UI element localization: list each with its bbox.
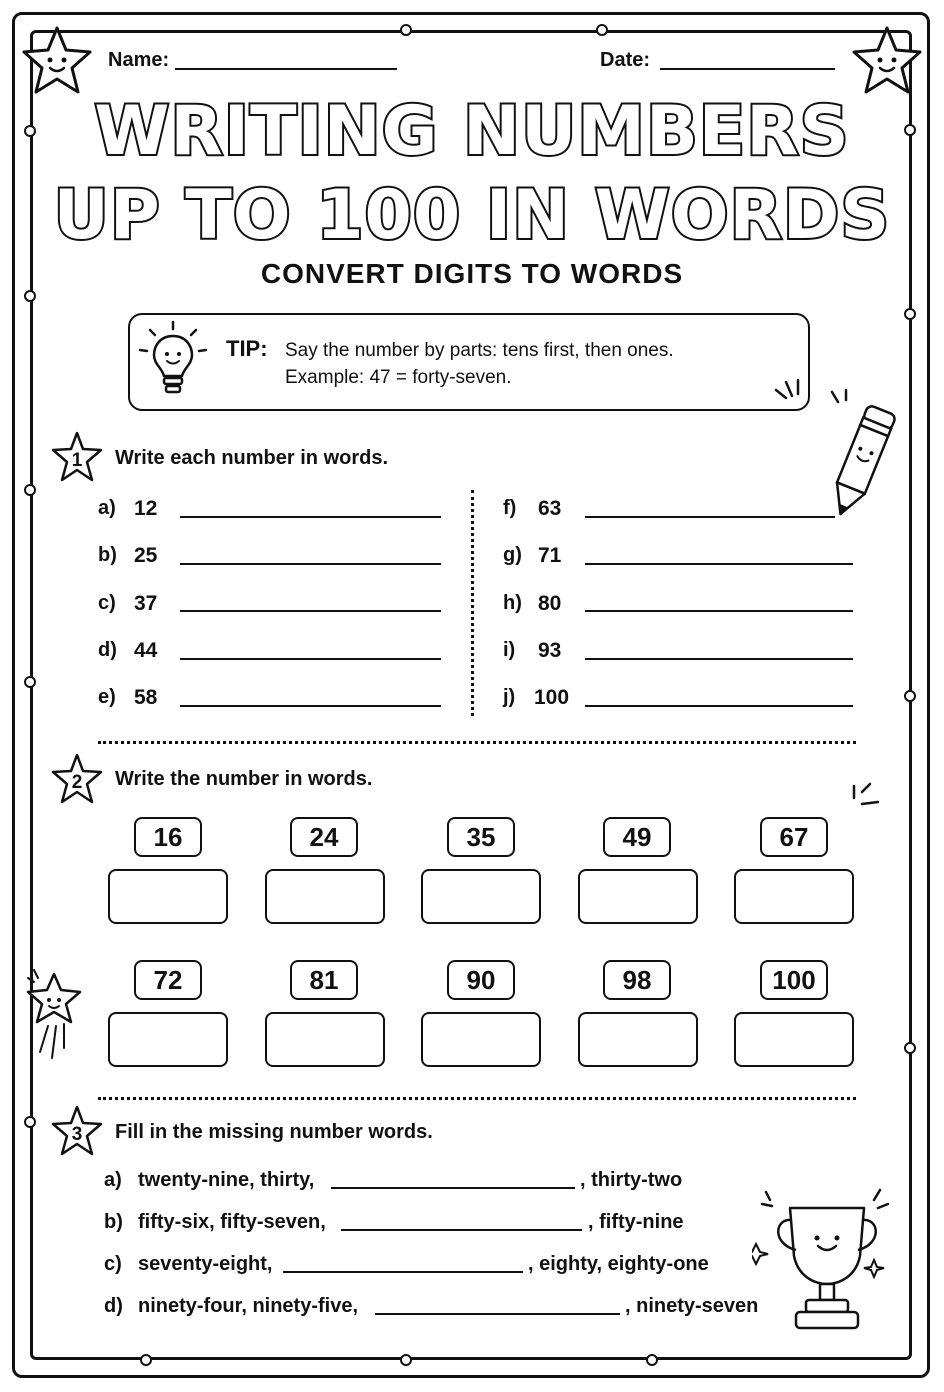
border-bead xyxy=(904,308,916,320)
border-bead xyxy=(24,1116,36,1128)
border-bead xyxy=(646,1354,658,1366)
number-tag: 81 xyxy=(290,960,358,1000)
seq-c-answer-line[interactable] xyxy=(283,1271,523,1273)
q4-number: 44 xyxy=(134,639,158,662)
tip-box xyxy=(128,313,810,411)
word-answer-box[interactable] xyxy=(421,1012,541,1067)
number-tag: 67 xyxy=(760,817,828,857)
q7-answer-line[interactable] xyxy=(585,563,853,565)
number-tag: 90 xyxy=(447,960,515,1000)
q6-answer-line[interactable] xyxy=(585,516,835,518)
q10-number: 100 xyxy=(534,686,570,709)
page-title-line2: UP TO 100 IN WORDS xyxy=(53,176,891,255)
seq-d-before: ninety-four, ninety-five, xyxy=(138,1295,359,1317)
seq-b-before: fifty-six, fifty-seven, xyxy=(138,1211,326,1233)
word-answer-box[interactable] xyxy=(421,869,541,924)
word-answer-box[interactable] xyxy=(265,869,385,924)
q8-letter: h) xyxy=(503,592,522,614)
seq-d-answer-line[interactable] xyxy=(375,1313,620,1315)
q7-letter: g) xyxy=(503,544,522,566)
seq-b-after: , fifty-nine xyxy=(588,1211,684,1233)
number-tag: 98 xyxy=(603,960,671,1000)
name-field[interactable] xyxy=(175,68,397,70)
q6-number: 63 xyxy=(538,497,562,520)
q3-number: 37 xyxy=(134,592,158,615)
section-3-number: 3 xyxy=(71,1124,83,1145)
tip-label: TIP: xyxy=(226,336,268,361)
seq-c-before: seventy-eight, xyxy=(138,1253,273,1275)
page-title-line1: WRITING NUMBERS xyxy=(94,92,850,171)
section-2-number: 2 xyxy=(71,772,83,793)
lightbulb-icon xyxy=(136,318,210,404)
q9-letter: i) xyxy=(503,639,516,661)
number-tag: 35 xyxy=(447,817,515,857)
q4-letter: d) xyxy=(98,639,117,661)
sparkle-icon xyxy=(848,782,882,812)
seq-b-answer-line[interactable] xyxy=(341,1229,582,1231)
section-1-number: 1 xyxy=(71,450,83,471)
number-tag: 16 xyxy=(134,817,202,857)
border-bead xyxy=(400,1354,412,1366)
trophy-icon xyxy=(752,1186,902,1336)
border-bead xyxy=(24,676,36,688)
section-divider xyxy=(98,741,856,744)
section-1-title: Write each number in words. xyxy=(115,447,389,469)
section-2-badge-star-icon xyxy=(50,752,104,806)
q8-number: 80 xyxy=(538,592,562,615)
seq-b-letter: b) xyxy=(104,1211,123,1233)
tip-text-line2: Example: 47 = forty-seven. xyxy=(285,367,512,388)
q5-letter: e) xyxy=(98,686,116,708)
date-field[interactable] xyxy=(660,68,835,70)
word-answer-box[interactable] xyxy=(578,1012,698,1067)
star-face-icon xyxy=(18,22,96,100)
border-bead xyxy=(596,24,608,36)
border-bead xyxy=(904,690,916,702)
seq-a-answer-line[interactable] xyxy=(331,1187,575,1189)
q10-answer-line[interactable] xyxy=(585,705,853,707)
number-tag: 72 xyxy=(134,960,202,1000)
q3-letter: c) xyxy=(98,592,116,614)
section-2-title: Write the number in words. xyxy=(115,768,373,790)
q5-answer-line[interactable] xyxy=(180,705,441,707)
word-answer-box[interactable] xyxy=(734,1012,854,1067)
number-tag: 24 xyxy=(290,817,358,857)
number-tag: 100 xyxy=(760,960,828,1000)
seq-c-after: , eighty, eighty-one xyxy=(528,1253,709,1275)
word-answer-box[interactable] xyxy=(108,1012,228,1067)
q8-answer-line[interactable] xyxy=(585,610,853,612)
word-answer-box[interactable] xyxy=(108,869,228,924)
q9-answer-line[interactable] xyxy=(585,658,853,660)
tip-text-line1: Say the number by parts: tens first, then ones. xyxy=(285,340,674,361)
pencil-face-icon xyxy=(818,388,896,524)
q1-letter: a) xyxy=(98,497,116,519)
seq-d-after: , ninety-seven xyxy=(625,1295,759,1317)
name-label: Name: xyxy=(108,49,170,71)
border-bead xyxy=(24,290,36,302)
word-answer-box[interactable] xyxy=(578,869,698,924)
seq-a-before: twenty-nine, thirty, xyxy=(138,1169,315,1191)
column-divider xyxy=(471,490,474,716)
q2-answer-line[interactable] xyxy=(180,563,441,565)
number-tag: 49 xyxy=(603,817,671,857)
q3-answer-line[interactable] xyxy=(180,610,441,612)
word-answer-box[interactable] xyxy=(734,869,854,924)
border-bead xyxy=(904,1042,916,1054)
shooting-star-icon xyxy=(18,964,98,1064)
seq-d-letter: d) xyxy=(104,1295,123,1317)
border-bead xyxy=(400,24,412,36)
q6-letter: f) xyxy=(503,497,517,519)
page-subtitle: CONVERT DIGITS TO WORDS xyxy=(260,258,684,289)
q1-number: 12 xyxy=(134,497,158,520)
seq-a-letter: a) xyxy=(104,1169,122,1191)
q7-number: 71 xyxy=(538,544,562,567)
section-3-badge-star-icon xyxy=(50,1104,104,1158)
q9-number: 93 xyxy=(538,639,562,662)
seq-c-letter: c) xyxy=(104,1253,122,1275)
date-label: Date: xyxy=(600,49,651,71)
section-divider xyxy=(98,1097,856,1100)
q4-answer-line[interactable] xyxy=(180,658,441,660)
star-face-icon xyxy=(848,22,926,100)
section-3-title: Fill in the missing number words. xyxy=(115,1121,433,1143)
sparkle-icon xyxy=(770,376,804,406)
section-1-badge-star-icon xyxy=(50,430,104,484)
q5-number: 58 xyxy=(134,686,158,709)
word-answer-box[interactable] xyxy=(265,1012,385,1067)
q10-letter: j) xyxy=(503,686,516,708)
q2-number: 25 xyxy=(134,544,158,567)
border-bead xyxy=(140,1354,152,1366)
q1-answer-line[interactable] xyxy=(180,516,441,518)
seq-a-after: , thirty-two xyxy=(580,1169,683,1191)
border-bead xyxy=(24,484,36,496)
q2-letter: b) xyxy=(98,544,117,566)
